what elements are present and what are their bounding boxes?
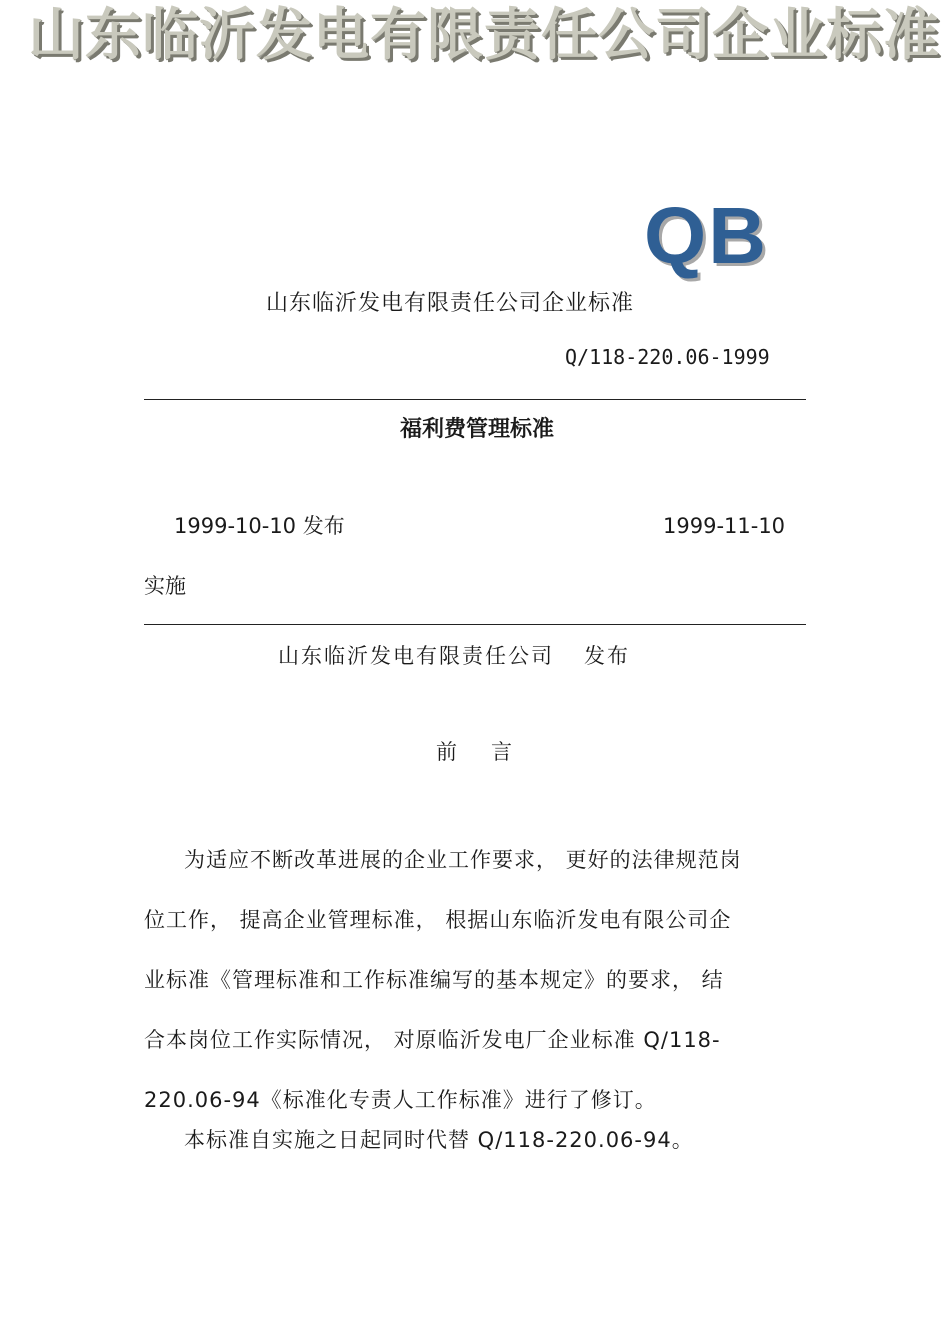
standard-number: Q/118-220.06-1999 xyxy=(565,345,770,369)
implementation-label: 实施 xyxy=(144,574,186,598)
preface-body xyxy=(144,830,808,1130)
replacement-note: 本标准自实施之日起同时代替 Q/118-220.06-94。 xyxy=(184,1128,694,1152)
divider-top xyxy=(144,399,806,400)
preface-line: 为适应不断改革进展的企业工作要求， 更好的法律规范岗 xyxy=(184,848,742,872)
preface-line: 位工作， 提高企业管理标准， 根据山东临沂发电有限公司企 xyxy=(144,908,732,932)
document-title: 福利费管理标准 xyxy=(400,417,555,442)
issuer-line xyxy=(278,640,630,672)
preface-line: 业标准《管理标准和工作标准编写的基本规定》的要求， 结 xyxy=(144,968,724,992)
watermark-banner: 山东临沂发电有限责任公司企业标准 xyxy=(28,2,940,68)
issue-date: 1999-10-10 发布 xyxy=(174,514,345,538)
company-standard-heading: 山东临沂发电有限责任公司企业标准 xyxy=(266,291,635,316)
qb-logo: QB xyxy=(644,191,768,280)
preface-heading: 前言 xyxy=(436,740,546,764)
implementation-date: 1999-11-10 xyxy=(663,514,786,538)
issuer-action: 发布 xyxy=(584,644,630,668)
preface-line: 合本岗位工作实际情况， 对原临沂发电厂企业标准 Q/118- xyxy=(144,1028,721,1052)
divider-bottom xyxy=(144,624,806,625)
preface-line: 220.06-94《标准化专责人工作标准》进行了修订。 xyxy=(144,1088,657,1112)
issuer-company: 山东临沂发电有限责任公司 xyxy=(278,644,554,668)
